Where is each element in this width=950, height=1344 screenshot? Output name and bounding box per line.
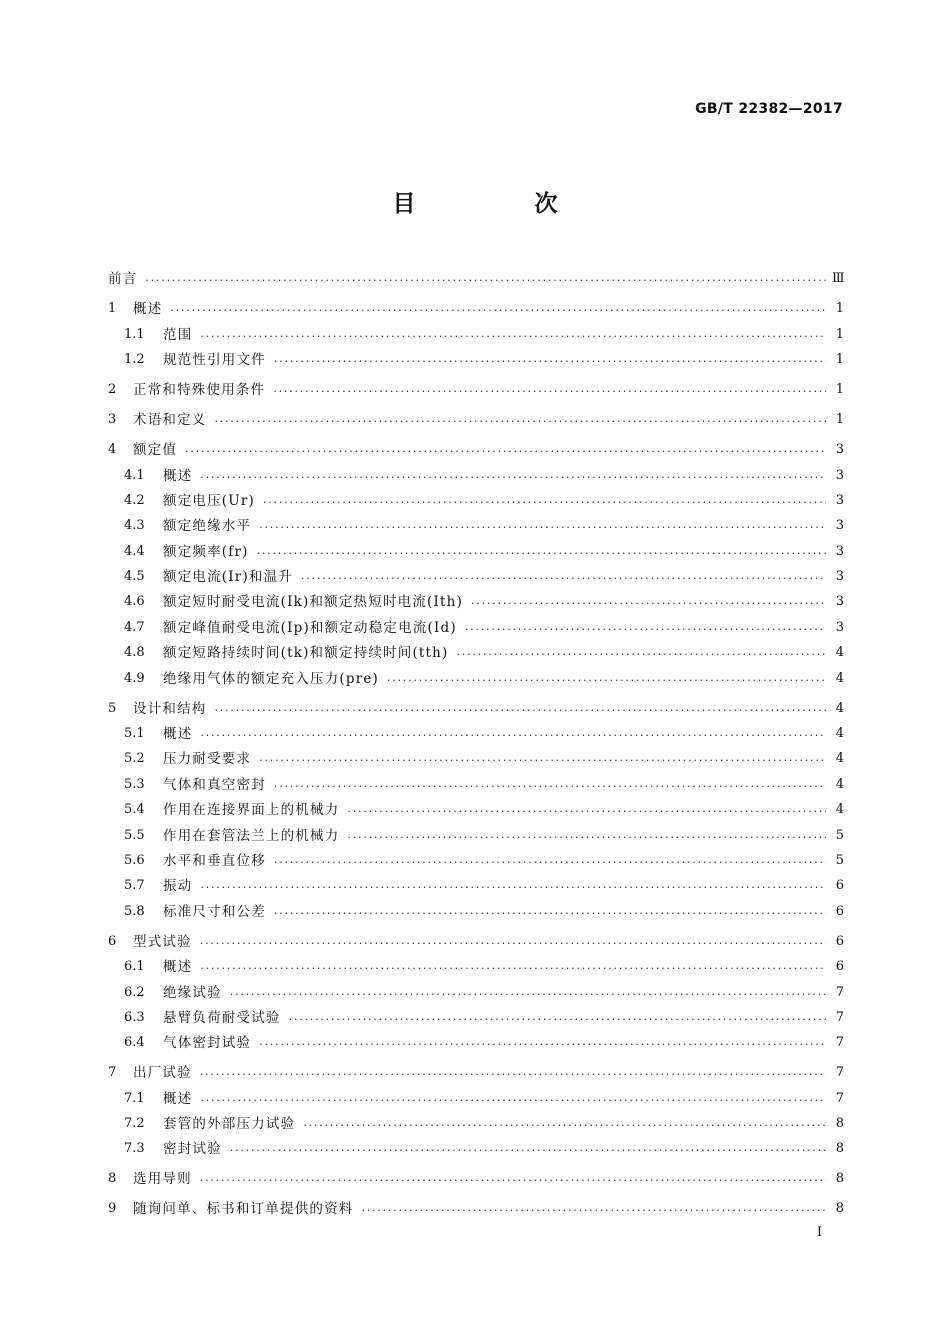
toc-entry-page: 5	[835, 827, 844, 843]
toc-entry-title: 水平和垂直位移	[163, 852, 266, 869]
toc-dot-leader	[200, 881, 826, 895]
toc-dot-leader	[200, 1068, 826, 1082]
toc-entry[interactable]	[108, 459, 844, 484]
toc-entry-page: 7	[835, 1035, 844, 1051]
toc-entry-number: 5.6	[124, 852, 145, 868]
toc-dot-leader	[274, 780, 826, 794]
toc-entry-page: 1	[835, 326, 844, 342]
toc-entry[interactable]	[108, 794, 844, 819]
toc-entry-title: 额定频率(fr)	[163, 543, 249, 560]
toc-dot-leader	[347, 831, 826, 845]
toc-entry-page: 3	[835, 442, 844, 458]
toc-entry-page: 8	[835, 1116, 844, 1132]
toc-entry-page: 6	[835, 933, 844, 949]
toc-entry-title: 气体密封试验	[163, 1035, 252, 1052]
toc-entry[interactable]	[108, 561, 844, 586]
toc-entry-number: 2	[108, 382, 117, 398]
toc-entry-number: 4.2	[124, 492, 145, 508]
toc-entry-page: 8	[835, 1201, 844, 1217]
toc-entry-number: 1.2	[124, 352, 145, 368]
toc-entry-title: 压力耐受要求	[163, 751, 252, 768]
toc-entry-title: 额定值	[133, 442, 178, 459]
toc-entry-title: 选用导则	[133, 1171, 192, 1188]
toc-entry-title: 正常和特殊使用条件	[133, 382, 266, 399]
toc-entry-number: 7.3	[124, 1141, 145, 1157]
toc-dot-leader	[362, 1204, 827, 1218]
toc-entry[interactable]	[108, 743, 844, 768]
toc-entry-title: 悬臂负荷耐受试验	[163, 1009, 281, 1026]
toc-dot-leader	[259, 754, 826, 768]
toc-dot-leader	[200, 962, 826, 976]
toc-entry[interactable]	[108, 637, 844, 662]
toc-entry-title: 概述	[163, 467, 193, 484]
toc-entry-number: 5.4	[124, 802, 145, 818]
toc-entry-number: 5.1	[124, 726, 145, 741]
toc-dot-leader	[257, 547, 826, 561]
toc-entry-page: Ⅲ	[832, 271, 845, 287]
toc-entry-number: 4.7	[124, 619, 145, 635]
toc-entry-title: 规范性引用文件	[163, 352, 266, 369]
toc-entry-number: 1.1	[124, 326, 145, 342]
toc-entry-number: 8	[108, 1171, 117, 1187]
toc-entry-page: 7	[835, 1009, 844, 1025]
toc-dot-leader	[215, 415, 827, 429]
toc-entry-number: 4.1	[124, 467, 145, 483]
toc-entry-number: 4.6	[124, 594, 145, 610]
toc-dot-leader	[200, 1094, 826, 1108]
toc-entry[interactable]	[108, 404, 844, 429]
toc-entry[interactable]	[108, 1027, 844, 1052]
toc-entry-title: 额定峰值耐受电流(Ip)和额定动稳定电流(Id)	[163, 619, 457, 636]
toc-entry-title: 前言	[108, 271, 138, 288]
toc-entry-number: 1	[108, 301, 117, 317]
toc-dot-leader	[273, 385, 826, 399]
toc-entry[interactable]	[108, 951, 844, 976]
toc-entry[interactable]	[108, 1193, 844, 1218]
toc-entry-title: 概述	[163, 959, 193, 976]
toc-entry[interactable]	[108, 768, 844, 793]
toc-entry-page: 4	[835, 751, 844, 767]
toc-dot-leader	[200, 937, 826, 951]
page-title: 目 次	[392, 190, 606, 217]
toc-entry-title: 额定电流(Ir)和温升	[163, 569, 294, 586]
toc-entry-page: 4	[835, 726, 844, 741]
toc-entry-number: 4.3	[124, 518, 145, 534]
toc-entry-page: 3	[835, 594, 844, 610]
toc-dot-leader	[347, 805, 826, 819]
toc-entry-title: 作用在套管法兰上的机械力	[163, 827, 340, 844]
toc-dot-leader	[457, 648, 826, 662]
toc-dot-leader	[230, 1144, 826, 1158]
toc-entry[interactable]	[108, 293, 844, 318]
toc-entry-title: 套管的外部压力试验	[163, 1116, 296, 1133]
toc-entry-number: 9	[108, 1201, 117, 1217]
toc-entry-title: 额定电压(Ur)	[163, 492, 255, 509]
toc-entry-page: 7	[835, 1065, 844, 1081]
toc-entry-page: 1	[835, 352, 844, 368]
toc-entry-number: 5.3	[124, 776, 145, 792]
toc-entry-number: 6.3	[124, 1009, 145, 1025]
toc-entry-title: 范围	[163, 326, 193, 343]
toc-dot-leader	[301, 572, 826, 586]
toc-entry-page: 5	[835, 852, 844, 868]
toc-entry-number: 7.1	[124, 1090, 145, 1106]
toc-entry[interactable]	[108, 374, 844, 399]
toc-dot-leader	[185, 445, 826, 459]
toc-entry[interactable]	[108, 1133, 844, 1158]
toc-entry-title: 术语和定义	[133, 412, 207, 429]
toc-entry[interactable]	[108, 535, 844, 560]
toc-dot-leader	[274, 355, 826, 369]
toc-entry-title: 标准尺寸和公差	[163, 903, 266, 920]
toc-entry-page: 7	[835, 1090, 844, 1106]
toc-entry-number: 5.8	[124, 903, 145, 919]
toc-entry[interactable]	[108, 263, 844, 288]
toc-entry-title: 额定短路持续时间(tk)和额定持续时间(tth)	[163, 645, 449, 662]
toc-entry[interactable]	[108, 1082, 844, 1107]
toc-dot-leader	[170, 304, 826, 318]
toc-dot-leader	[200, 729, 826, 743]
toc-entry-number: 6	[108, 933, 117, 949]
toc-entry-page: 4	[835, 700, 844, 716]
toc-entry-number: 5.7	[124, 878, 145, 894]
toc-entry[interactable]	[108, 1163, 844, 1188]
table-of-contents	[108, 263, 844, 1218]
toc-entry-title: 型式试验	[133, 933, 192, 950]
toc-entry[interactable]	[108, 895, 844, 920]
toc-dot-leader	[263, 496, 826, 510]
toc-dot-leader	[215, 704, 827, 718]
toc-entry-title: 绝缘试验	[163, 984, 222, 1001]
toc-entry-number: 5.2	[124, 751, 145, 767]
toc-entry[interactable]	[108, 1002, 844, 1027]
toc-entry[interactable]	[108, 718, 844, 743]
toc-entry[interactable]	[108, 925, 844, 950]
toc-dot-leader	[259, 1038, 826, 1052]
toc-entry-title: 作用在连接界面上的机械力	[163, 802, 340, 819]
toc-dot-leader	[145, 274, 826, 288]
toc-dot-leader	[230, 988, 826, 1002]
toc-entry-page: 3	[835, 518, 844, 534]
toc-entry-title: 出厂试验	[133, 1065, 192, 1082]
toc-entry-title: 绝缘用气体的额定充入压力(pre)	[163, 670, 380, 687]
toc-entry[interactable]	[108, 611, 844, 636]
toc-entry[interactable]	[108, 485, 844, 510]
toc-entry-page: 4	[835, 776, 844, 792]
toc-entry-number: 5	[108, 700, 117, 716]
toc-entry[interactable]	[108, 845, 844, 870]
toc-entry-title: 设计和结构	[133, 700, 207, 717]
toc-dot-leader	[200, 1174, 826, 1188]
toc-entry-page: 6	[835, 878, 844, 894]
toc-entry[interactable]	[108, 510, 844, 535]
toc-dot-leader	[303, 1119, 826, 1133]
toc-entry-title: 概述	[133, 301, 163, 318]
toc-dot-leader	[465, 623, 826, 637]
toc-entry-title: 随询问单、标书和订单提供的资料	[133, 1201, 354, 1218]
toc-entry-page: 1	[835, 382, 844, 398]
toc-entry-title: 振动	[163, 878, 193, 895]
toc-entry-page: 1	[835, 301, 844, 317]
toc-dot-leader	[274, 856, 826, 870]
toc-entry-number: 7	[108, 1065, 117, 1081]
toc-entry-number: 6.1	[124, 959, 145, 975]
toc-entry-number: 5.5	[124, 827, 145, 843]
toc-entry-page: 4	[835, 802, 844, 818]
toc-entry-page: 3	[835, 492, 844, 508]
toc-entry-page: 6	[835, 959, 844, 975]
toc-entry-page: 3	[835, 543, 844, 559]
toc-entry-title: 额定短时耐受电流(Ik)和额定热短时电流(Ith)	[163, 594, 464, 611]
toc-entry-number: 3	[108, 412, 117, 428]
toc-dot-leader	[200, 330, 826, 344]
toc-entry-page: 8	[835, 1141, 844, 1157]
toc-entry[interactable]	[108, 870, 844, 895]
toc-dot-leader	[471, 597, 826, 611]
toc-entry[interactable]	[108, 318, 844, 343]
toc-entry-number: 7.2	[124, 1116, 145, 1132]
toc-entry-title: 概述	[163, 726, 193, 742]
toc-entry-page: 4	[835, 645, 844, 661]
toc-entry[interactable]	[108, 692, 844, 717]
toc-entry-title: 额定绝缘水平	[163, 518, 252, 535]
toc-entry-page: 3	[835, 467, 844, 483]
toc-entry[interactable]	[108, 344, 844, 369]
toc-entry[interactable]	[108, 819, 844, 844]
toc-entry-page: 8	[835, 1171, 844, 1187]
toc-entry-page: 6	[835, 903, 844, 919]
toc-entry[interactable]	[108, 976, 844, 1001]
page-number: I	[816, 1225, 822, 1240]
toc-entry-title: 概述	[163, 1090, 193, 1107]
toc-entry-number: 4.9	[124, 670, 145, 686]
toc-entry[interactable]	[108, 586, 844, 611]
document-code: GB/T 22382—2017	[695, 101, 843, 117]
toc-entry-page: 3	[835, 569, 844, 585]
toc-entry-number: 4.4	[124, 543, 145, 559]
toc-entry[interactable]	[108, 1108, 844, 1133]
toc-dot-leader	[259, 521, 826, 535]
toc-dot-leader	[200, 471, 826, 485]
toc-entry-number: 4	[108, 442, 117, 458]
toc-entry-page: 4	[835, 670, 844, 686]
toc-dot-leader	[289, 1013, 826, 1027]
toc-entry-number: 6.2	[124, 984, 145, 1000]
toc-entry-number: 6.4	[124, 1035, 145, 1051]
toc-entry[interactable]	[108, 662, 844, 687]
toc-entry[interactable]	[108, 434, 844, 459]
toc-entry-title: 密封试验	[163, 1141, 222, 1158]
toc-entry-page: 7	[835, 984, 844, 1000]
toc-entry-number: 4.5	[124, 569, 145, 585]
toc-dot-leader	[387, 674, 826, 688]
toc-entry-title: 气体和真空密封	[163, 776, 266, 793]
toc-entry[interactable]	[108, 1057, 844, 1082]
toc-dot-leader	[274, 907, 826, 921]
toc-entry-page: 3	[835, 619, 844, 635]
toc-entry-page: 1	[835, 412, 844, 428]
toc-entry-number: 4.8	[124, 645, 145, 661]
